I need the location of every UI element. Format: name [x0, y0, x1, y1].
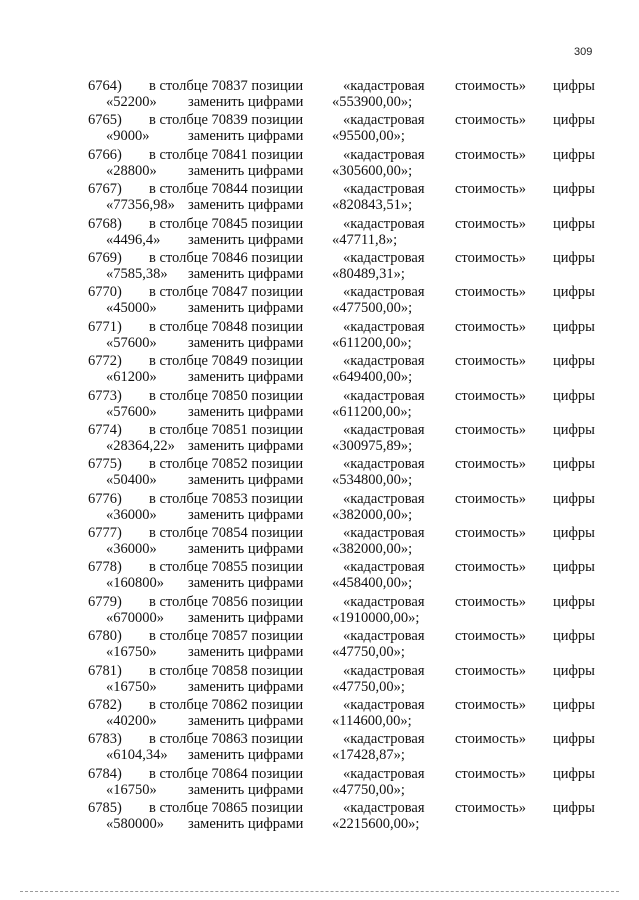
cadastral-word: «кадастровая: [343, 249, 425, 266]
cadastral-word: «кадастровая: [343, 456, 425, 473]
column-position-text: в столбце 70848 позиции: [149, 318, 304, 335]
amendment-entry: [0, 216, 639, 250]
replace-text: заменить цифрами: [188, 162, 304, 179]
cost-word: стоимость»: [455, 249, 527, 266]
replace-text: заменить цифрами: [188, 197, 304, 214]
digits-word: цифры: [553, 284, 595, 301]
digits-word: цифры: [553, 593, 595, 610]
entry-number: 6777): [88, 525, 122, 542]
cadastral-word: «кадастровая: [343, 525, 425, 542]
column-position-text: в столбце 70854 позиции: [149, 525, 304, 542]
replace-text: заменить цифрами: [188, 781, 304, 798]
amendment-entry: [0, 319, 639, 353]
cost-word: стоимость»: [455, 387, 527, 404]
digits-word: цифры: [553, 112, 595, 129]
replace-text: заменить цифрами: [188, 265, 304, 282]
column-position-text: в столбце 70847 позиции: [149, 284, 304, 301]
cost-word: стоимость»: [455, 765, 527, 782]
replace-text: заменить цифрами: [188, 128, 304, 145]
entry-number: 6764): [88, 78, 122, 94]
new-value: «1910000,00»;: [332, 609, 420, 626]
old-value: «40200»: [106, 713, 157, 730]
cost-word: стоимость»: [455, 697, 527, 714]
entry-number: 6775): [88, 456, 122, 473]
entry-number: 6765): [88, 112, 122, 129]
column-position-text: в столбце 70856 позиции: [149, 593, 304, 610]
cost-word: стоимость»: [455, 525, 527, 542]
cost-word: стоимость»: [455, 146, 527, 163]
digits-word: цифры: [553, 559, 595, 576]
new-value: «305600,00»;: [332, 162, 413, 179]
amendment-entry: [0, 559, 639, 593]
new-value: «553900,00»;: [332, 94, 413, 110]
replace-text: заменить цифрами: [188, 300, 304, 317]
cost-word: стоимость»: [455, 181, 527, 198]
entry-number: 6774): [88, 421, 122, 438]
digits-word: цифры: [553, 456, 595, 473]
cadastral-word: «кадастровая: [343, 697, 425, 714]
amendment-list: [0, 78, 639, 835]
column-position-text: в столбце 70857 позиции: [149, 628, 304, 645]
entry-number: 6784): [88, 765, 122, 782]
old-value: «57600»: [106, 334, 157, 351]
replace-text: заменить цифрами: [188, 369, 304, 386]
entry-number: 6776): [88, 490, 122, 507]
old-value: «50400»: [106, 472, 157, 489]
cost-word: стоимость»: [455, 731, 527, 748]
replace-text: заменить цифрами: [188, 678, 304, 695]
replace-text: заменить цифрами: [188, 94, 304, 110]
amendment-entry: [0, 663, 639, 697]
digits-word: цифры: [553, 146, 595, 163]
cadastral-word: «кадастровая: [343, 800, 425, 817]
new-value: «80489,31»;: [332, 265, 405, 282]
cost-word: стоимость»: [455, 662, 527, 679]
column-position-text: в столбце 70841 позиции: [149, 146, 304, 163]
old-value: «16750»: [106, 781, 157, 798]
new-value: «382000,00»;: [332, 506, 413, 523]
amendment-entry: [0, 353, 639, 387]
digits-word: цифры: [553, 215, 595, 232]
amendment-entry: [0, 731, 639, 765]
cadastral-word: «кадастровая: [343, 78, 425, 94]
amendment-entry: [0, 112, 639, 146]
replace-text: заменить цифрами: [188, 644, 304, 661]
digits-word: цифры: [553, 662, 595, 679]
replace-text: заменить цифрами: [188, 437, 304, 454]
new-value: «649400,00»;: [332, 369, 413, 386]
old-value: «16750»: [106, 678, 157, 695]
new-value: «47750,00»;: [332, 781, 405, 798]
cadastral-word: «кадастровая: [343, 215, 425, 232]
digits-word: цифры: [553, 525, 595, 542]
digits-word: цифры: [553, 181, 595, 198]
column-position-text: в столбце 70853 позиции: [149, 490, 304, 507]
old-value: «670000»: [106, 609, 164, 626]
entry-number: 6772): [88, 353, 122, 370]
digits-word: цифры: [553, 697, 595, 714]
new-value: «820843,51»;: [332, 197, 413, 214]
column-position-text: в столбце 70855 позиции: [149, 559, 304, 576]
column-position-text: в столбце 70863 позиции: [149, 731, 304, 748]
page-number: 309: [574, 46, 593, 58]
replace-text: заменить цифрами: [188, 816, 304, 833]
replace-text: заменить цифрами: [188, 575, 304, 592]
amendment-entry: [0, 388, 639, 422]
cadastral-word: «кадастровая: [343, 593, 425, 610]
replace-text: заменить цифрами: [188, 609, 304, 626]
entry-number: 6769): [88, 249, 122, 266]
entry-number: 6781): [88, 662, 122, 679]
old-value: «61200»: [106, 369, 157, 386]
entry-number: 6783): [88, 731, 122, 748]
digits-word: цифры: [553, 353, 595, 370]
old-value: «57600»: [106, 403, 157, 420]
amendment-entry: [0, 147, 639, 181]
new-value: «611200,00»;: [332, 334, 412, 351]
entry-number: 6771): [88, 318, 122, 335]
new-value: «47750,00»;: [332, 678, 405, 695]
old-value: «77356,98»: [106, 197, 175, 214]
digits-word: цифры: [553, 628, 595, 645]
cadastral-word: «кадастровая: [343, 421, 425, 438]
cadastral-word: «кадастровая: [343, 387, 425, 404]
digits-word: цифры: [553, 387, 595, 404]
entry-number: 6785): [88, 800, 122, 817]
entry-number: 6766): [88, 146, 122, 163]
replace-text: заменить цифрами: [188, 541, 304, 558]
column-position-text: в столбце 70846 позиции: [149, 249, 304, 266]
cost-word: стоимость»: [455, 421, 527, 438]
cost-word: стоимость»: [455, 490, 527, 507]
column-position-text: в столбце 70844 позиции: [149, 181, 304, 198]
new-value: «458400,00»;: [332, 575, 413, 592]
entry-number: 6768): [88, 215, 122, 232]
amendment-entry: [0, 766, 639, 800]
new-value: «534800,00»;: [332, 472, 413, 489]
entry-number: 6780): [88, 628, 122, 645]
digits-word: цифры: [553, 78, 595, 94]
entry-number: 6767): [88, 181, 122, 198]
cost-word: стоимость»: [455, 78, 527, 94]
cadastral-word: «кадастровая: [343, 490, 425, 507]
replace-text: заменить цифрами: [188, 334, 304, 351]
digits-word: цифры: [553, 249, 595, 266]
old-value: «52200»: [106, 94, 157, 110]
old-value: «28800»: [106, 162, 157, 179]
old-value: «45000»: [106, 300, 157, 317]
digits-word: цифры: [553, 421, 595, 438]
old-value: «160800»: [106, 575, 164, 592]
old-value: «16750»: [106, 644, 157, 661]
amendment-entry: [0, 284, 639, 318]
footer-rule: [20, 891, 619, 893]
new-value: «2215600,00»;: [332, 816, 420, 833]
new-value: «477500,00»;: [332, 300, 413, 317]
amendment-entry: [0, 628, 639, 662]
digits-word: цифры: [553, 731, 595, 748]
old-value: «9000»: [106, 128, 150, 145]
column-position-text: в столбце 70839 позиции: [149, 112, 304, 129]
cadastral-word: «кадастровая: [343, 628, 425, 645]
new-value: «95500,00»;: [332, 128, 405, 145]
old-value: «28364,22»: [106, 437, 175, 454]
column-position-text: в столбце 70845 позиции: [149, 215, 304, 232]
column-position-text: в столбце 70858 позиции: [149, 662, 304, 679]
column-position-text: в столбце 70864 позиции: [149, 765, 304, 782]
amendment-entry: [0, 181, 639, 215]
new-value: «611200,00»;: [332, 403, 412, 420]
old-value: «36000»: [106, 541, 157, 558]
amendment-entry: [0, 697, 639, 731]
new-value: «382000,00»;: [332, 541, 413, 558]
column-position-text: в столбце 70837 позиции: [149, 78, 304, 94]
cost-word: стоимость»: [455, 353, 527, 370]
cost-word: стоимость»: [455, 559, 527, 576]
cost-word: стоимость»: [455, 593, 527, 610]
cadastral-word: «кадастровая: [343, 318, 425, 335]
cost-word: стоимость»: [455, 456, 527, 473]
digits-word: цифры: [553, 490, 595, 507]
column-position-text: в столбце 70852 позиции: [149, 456, 304, 473]
new-value: «114600,00»;: [332, 713, 412, 730]
amendment-entry: [0, 250, 639, 284]
entry-number: 6770): [88, 284, 122, 301]
cadastral-word: «кадастровая: [343, 765, 425, 782]
replace-text: заменить цифрами: [188, 231, 304, 248]
amendment-entry: [0, 456, 639, 490]
column-position-text: в столбце 70862 позиции: [149, 697, 304, 714]
entry-number: 6773): [88, 387, 122, 404]
amendment-entry: [0, 78, 639, 112]
column-position-text: в столбце 70850 позиции: [149, 387, 304, 404]
new-value: «47711,8»;: [332, 231, 398, 248]
digits-word: цифры: [553, 800, 595, 817]
cost-word: стоимость»: [455, 215, 527, 232]
digits-word: цифры: [553, 318, 595, 335]
cadastral-word: «кадастровая: [343, 284, 425, 301]
new-value: «17428,87»;: [332, 747, 405, 764]
column-position-text: в столбце 70865 позиции: [149, 800, 304, 817]
replace-text: заменить цифрами: [188, 747, 304, 764]
entry-number: 6778): [88, 559, 122, 576]
digits-word: цифры: [553, 765, 595, 782]
new-value: «300975,89»;: [332, 437, 413, 454]
old-value: «580000»: [106, 816, 164, 833]
replace-text: заменить цифрами: [188, 472, 304, 489]
old-value: «7585,38»: [106, 265, 168, 282]
cost-word: стоимость»: [455, 284, 527, 301]
cadastral-word: «кадастровая: [343, 181, 425, 198]
cadastral-word: «кадастровая: [343, 353, 425, 370]
amendment-entry: [0, 594, 639, 628]
cadastral-word: «кадастровая: [343, 112, 425, 129]
cost-word: стоимость»: [455, 318, 527, 335]
cadastral-word: «кадастровая: [343, 559, 425, 576]
cadastral-word: «кадастровая: [343, 662, 425, 679]
amendment-entry: [0, 491, 639, 525]
cadastral-word: «кадастровая: [343, 731, 425, 748]
entry-number: 6782): [88, 697, 122, 714]
replace-text: заменить цифрами: [188, 506, 304, 523]
cost-word: стоимость»: [455, 800, 527, 817]
amendment-entry: [0, 525, 639, 559]
amendment-entry: [0, 422, 639, 456]
entry-number: 6779): [88, 593, 122, 610]
new-value: «47750,00»;: [332, 644, 405, 661]
cost-word: стоимость»: [455, 112, 527, 129]
cadastral-word: «кадастровая: [343, 146, 425, 163]
old-value: «4496,4»: [106, 231, 161, 248]
column-position-text: в столбце 70851 позиции: [149, 421, 304, 438]
replace-text: заменить цифрами: [188, 713, 304, 730]
old-value: «36000»: [106, 506, 157, 523]
cost-word: стоимость»: [455, 628, 527, 645]
old-value: «6104,34»: [106, 747, 168, 764]
column-position-text: в столбце 70849 позиции: [149, 353, 304, 370]
replace-text: заменить цифрами: [188, 403, 304, 420]
amendment-entry: [0, 800, 639, 834]
